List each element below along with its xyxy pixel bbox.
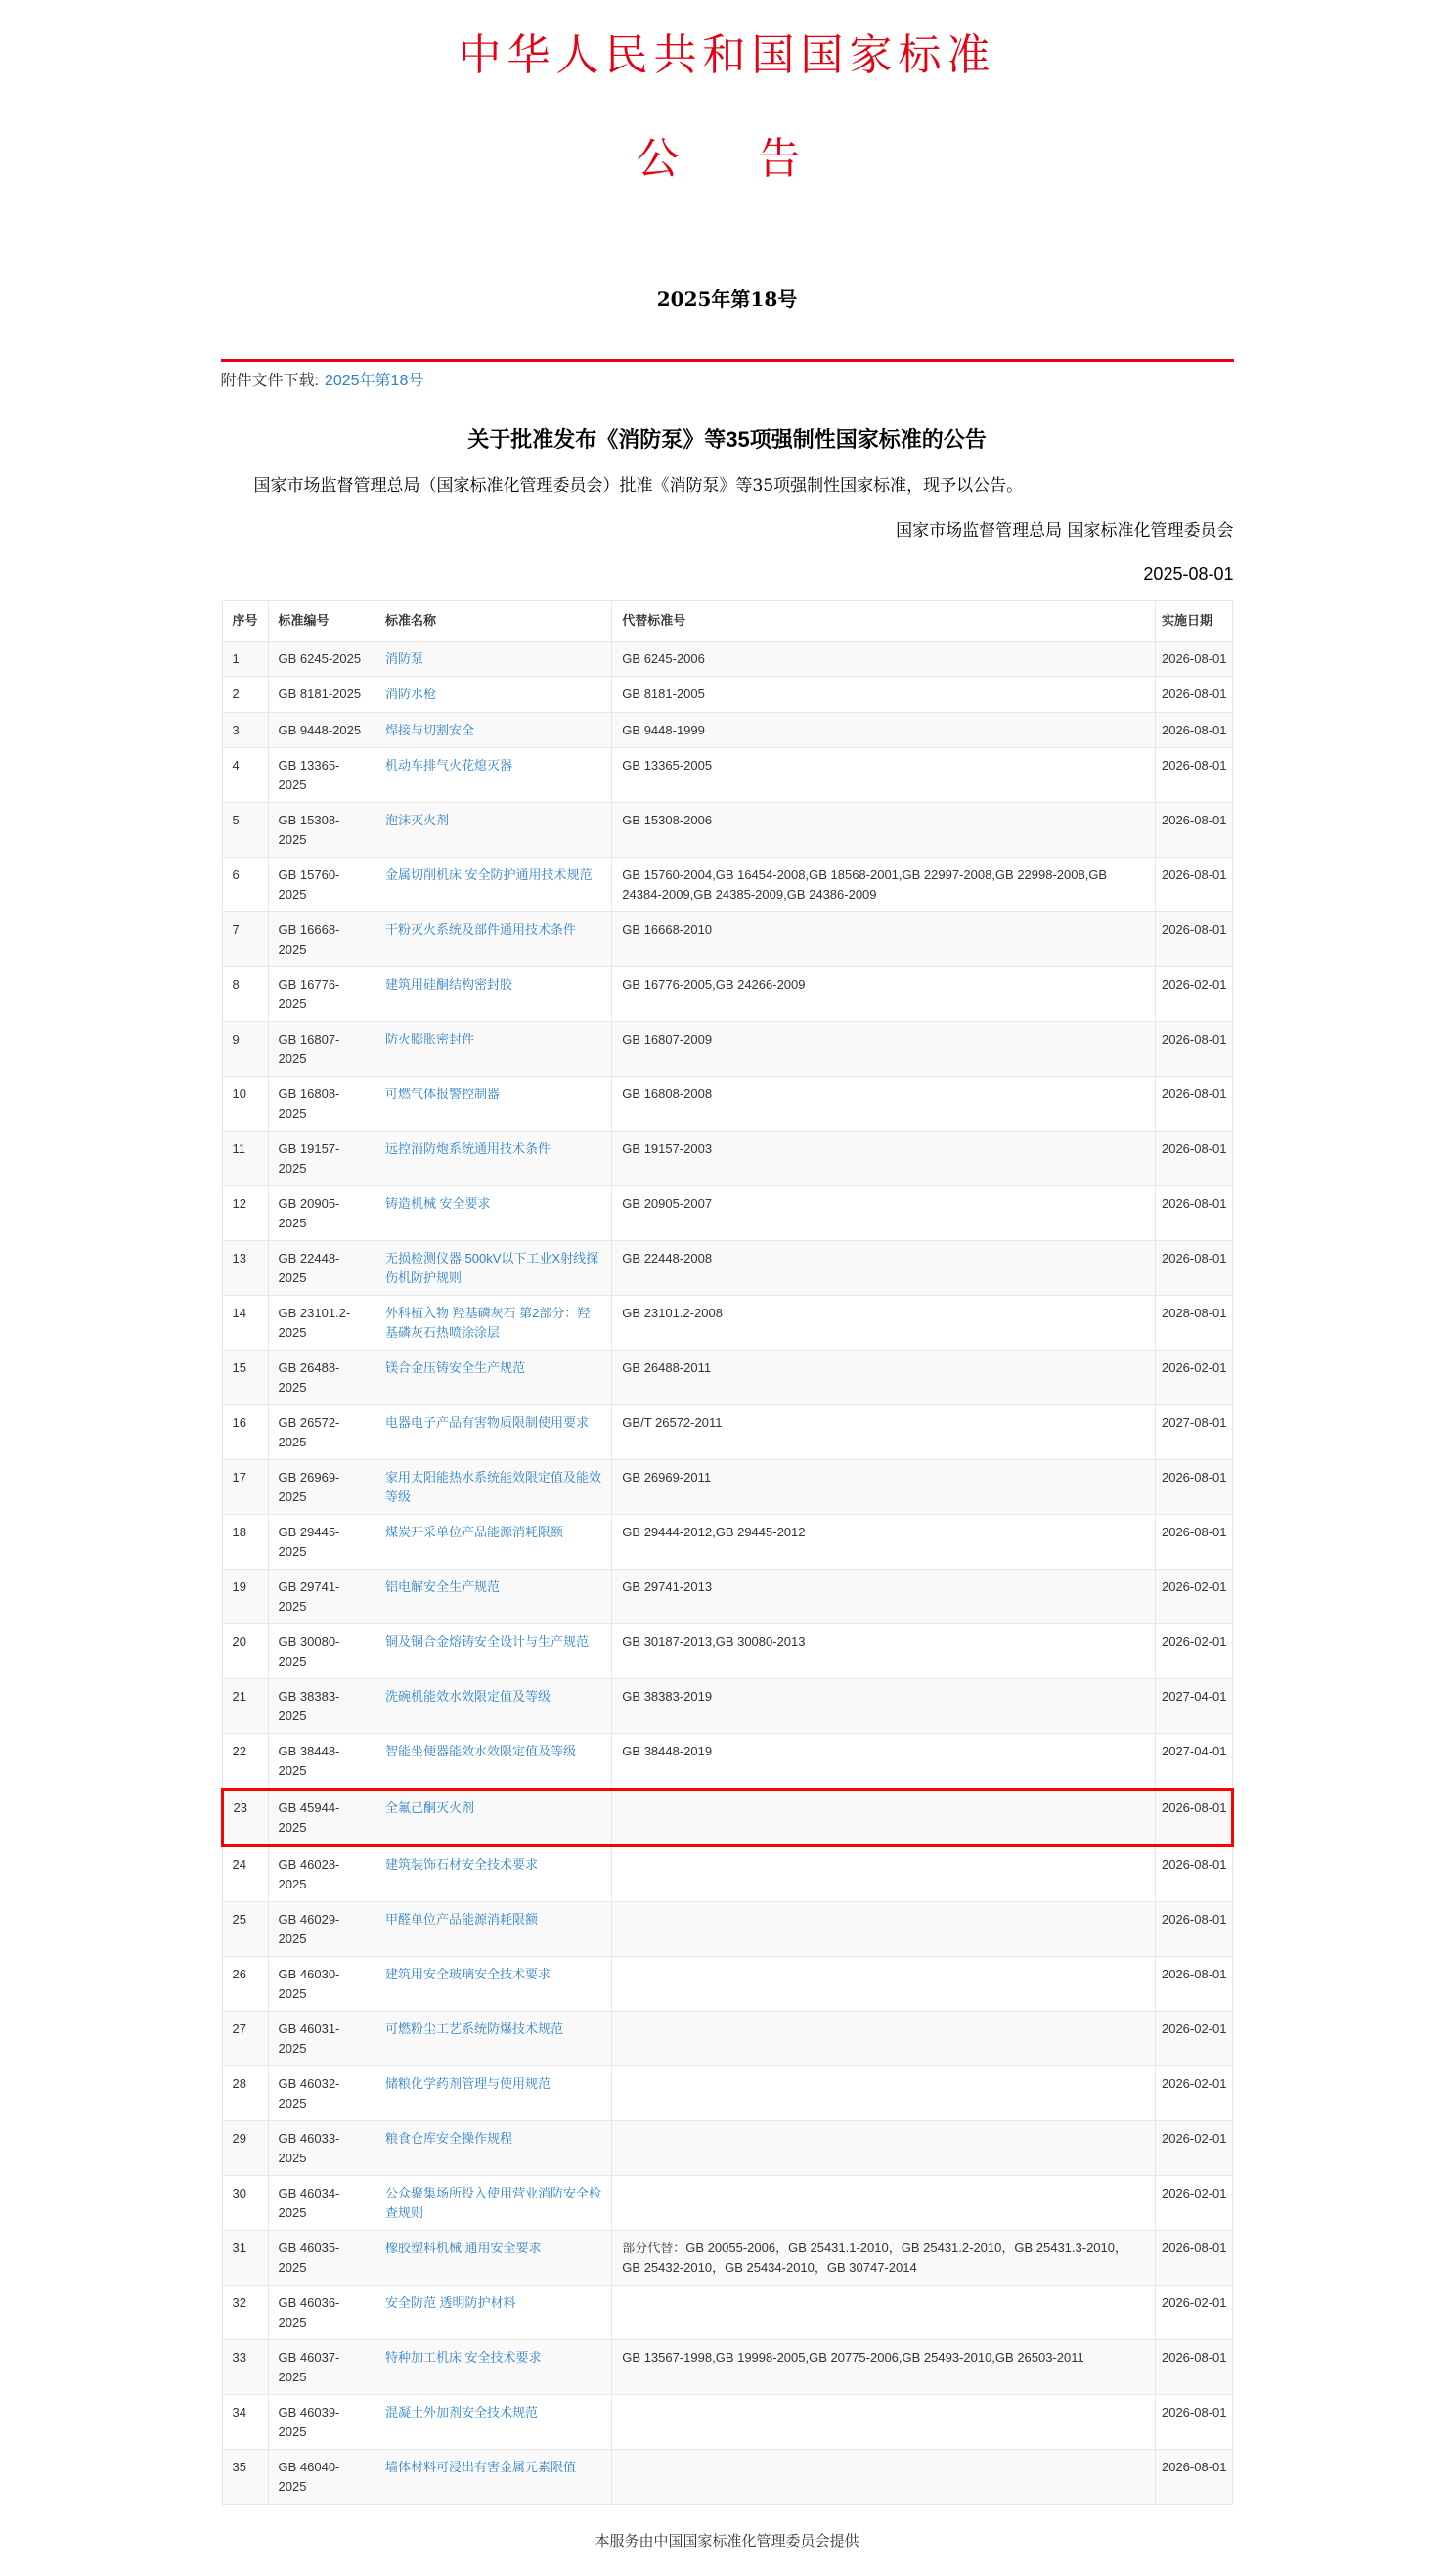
row-number: 3 [222,712,268,748]
implementation-date: 2026-08-01 [1155,1132,1232,1186]
replaced-codes: GB 9448-1999 [612,712,1156,748]
standard-code: GB 29741-2025 [268,1570,375,1624]
standard-name-cell [375,2066,611,2121]
standard-name-cell [375,1679,611,1734]
row-number: 28 [222,2066,268,2121]
table-row [222,1515,1232,1570]
standard-name-link[interactable]: 机动车排气火花熄灭器 [384,758,512,774]
standards-table [221,600,1234,2505]
row-number: 9 [222,1022,268,1077]
table-row [222,967,1232,1022]
standard-code: GB 46036-2025 [268,2286,375,2340]
table-row [222,1296,1232,1351]
row-number: 30 [222,2176,268,2231]
implementation-date: 2026-02-01 [1155,1624,1232,1679]
implementation-date: 2028-08-01 [1155,1296,1232,1351]
standard-name-link[interactable]: 消防泵 [384,650,423,666]
standard-name-link[interactable]: 储粮化学药剂管理与使用规范 [384,2076,551,2092]
replaced-codes: GB 13365-2005 [612,748,1156,803]
implementation-date: 2026-08-01 [1155,748,1232,803]
replaced-codes [612,2395,1156,2450]
row-number: 26 [222,1957,268,2012]
standard-name-link[interactable]: 粮食仓库安全操作规程 [384,2131,512,2147]
table-row [222,2012,1232,2066]
implementation-date: 2026-08-01 [1155,1077,1232,1132]
table-row [222,641,1232,677]
standard-code: GB 16668-2025 [268,912,375,967]
standard-name-cell [375,2231,611,2286]
standard-name-link[interactable]: 甲醛单位产品能源消耗限额 [384,1912,538,1928]
table-row [222,1624,1232,1679]
replaced-codes: GB 29741-2013 [612,1570,1156,1624]
standard-name-link[interactable]: 可燃气体报警控制器 [384,1087,500,1102]
standard-name-cell [375,2450,611,2505]
row-number: 17 [222,1460,268,1515]
row-number: 12 [222,1186,268,1241]
notice-date: 2025-08-01 [1143,564,1234,585]
replaced-codes: GB 16776-2005,GB 24266-2009 [612,967,1156,1022]
issue-number: 2025年第18号 [656,288,798,311]
standard-name-link[interactable]: 建筑用安全玻璃安全技术要求 [384,1967,551,1982]
table-row [222,803,1232,858]
implementation-date: 2026-02-01 [1155,2286,1232,2340]
standard-name-cell [375,1734,611,1790]
table-row [222,2121,1232,2176]
row-number: 4 [222,748,268,803]
standard-name-cell [375,1460,611,1515]
notice-signature: 国家市场监督管理总局 国家标准化管理委员会 [896,521,1234,542]
replaced-codes: GB 15760-2004,GB 16454-2008,GB 18568-2001,GB 22997-2008,GB 22998-2008,GB 24384-2009,GB 24385-2009,GB 24386-2009 [612,858,1156,912]
row-number: 19 [222,1570,268,1624]
standard-code: GB 46030-2025 [268,1957,375,2012]
standard-code: GB 9448-2025 [268,712,375,748]
standard-name-cell [375,2121,611,2176]
attachment-label: 附件文件下载: [220,373,319,389]
standard-name-link[interactable]: 电器电子产品有害物质限制使用要求 [384,1415,589,1431]
replaced-codes [612,2012,1156,2066]
standard-name-cell [375,748,611,803]
implementation-date: 2026-08-01 [1155,2231,1232,2286]
attachment-row [221,362,1234,390]
standard-name-link[interactable]: 墙体材料可浸出有害金属元素限值 [384,2460,576,2475]
replaced-codes: GB 30187-2013,GB 30080-2013 [612,1624,1156,1679]
standard-code: GB 46037-2025 [268,2340,375,2395]
standard-name-cell [375,912,611,967]
standard-name-link[interactable]: 安全防范 透明防护材料 [384,2295,516,2311]
implementation-date: 2026-08-01 [1155,1022,1232,1077]
replaced-codes: GB 29444-2012,GB 29445-2012 [612,1515,1156,1570]
standard-name-link[interactable]: 混凝土外加剂安全技术规范 [384,2405,538,2421]
standard-code: GB 46031-2025 [268,2012,375,2066]
standard-name-link[interactable]: 防火膨胀密封件 [384,1032,474,1047]
row-number: 27 [222,2012,268,2066]
row-number: 8 [222,967,268,1022]
row-number: 5 [222,803,268,858]
standard-name-link[interactable]: 金属切削机床 安全防护通用技术规范 [384,867,593,883]
standard-code: GB 6245-2025 [268,641,375,677]
table-row [222,2340,1232,2395]
implementation-date: 2026-08-01 [1155,1515,1232,1570]
standard-name-link[interactable]: 公众聚集场所投入使用营业消防安全检查规则 [384,2186,601,2220]
standard-name-link[interactable]: 全氟己酮灭火剂 [384,1800,474,1816]
implementation-date: 2026-08-01 [1155,2340,1232,2395]
replaced-codes [612,2450,1156,2505]
standard-name-cell [375,1351,611,1405]
replaced-codes: GB 26969-2011 [612,1460,1156,1515]
table-row [222,1351,1232,1405]
implementation-date: 2026-02-01 [1155,2121,1232,2176]
standard-name-cell [375,1186,611,1241]
row-number: 11 [222,1132,268,1186]
standard-name-cell [375,1077,611,1132]
footer-text: 本服务由中国国家标准化管理委员会提供 [595,2533,859,2551]
row-number: 14 [222,1296,268,1351]
row-number: 29 [222,2121,268,2176]
standard-name-cell [375,641,611,677]
standard-name-link[interactable]: 建筑装饰石材安全技术要求 [384,1857,538,1873]
implementation-date: 2026-08-01 [1155,1186,1232,1241]
implementation-date: 2026-08-01 [1155,858,1232,912]
standard-code: GB 20905-2025 [268,1186,375,1241]
standard-name-link[interactable]: 外科植入物 羟基磷灰石 第2部分：羟基磷灰石热喷涂涂层 [384,1306,591,1340]
table-row [222,2066,1232,2121]
standard-name-cell [375,803,611,858]
standard-code: GB 46039-2025 [268,2395,375,2450]
standard-name-link[interactable]: 干粉灭火系统及部件通用技术条件 [384,922,576,938]
standard-code: GB 19157-2025 [268,1132,375,1186]
implementation-date: 2026-08-01 [1155,2395,1232,2450]
standard-name-link[interactable]: 无损检测仪器 500kV以下工业X射线探伤机防护规则 [384,1251,599,1285]
implementation-date: 2026-08-01 [1155,712,1232,748]
replaced-codes: GB 20905-2007 [612,1186,1156,1241]
standard-code: GB 23101.2-2025 [268,1296,375,1351]
standard-name-link[interactable]: 铜及铜合金熔铸安全设计与生产规范 [384,1634,589,1650]
standard-code: GB 38383-2025 [268,1679,375,1734]
row-number: 6 [222,858,268,912]
implementation-date: 2026-08-01 [1155,1241,1232,1296]
table-row [222,2176,1232,2231]
standard-name-cell [375,1570,611,1624]
row-number: 23 [222,1790,268,1846]
standard-name-link[interactable]: 家用太阳能热水系统能效限定值及能效等级 [384,1470,601,1504]
replaced-codes: GB 38448-2019 [612,1734,1156,1790]
table-row [222,1022,1232,1077]
implementation-date: 2026-08-01 [1155,1957,1232,2012]
row-number: 7 [222,912,268,967]
standard-name-link[interactable]: 智能坐便器能效水效限定值及等级 [384,1744,576,1759]
table-row [222,2450,1232,2505]
replaced-codes: GB 16807-2009 [612,1022,1156,1077]
standard-name-link[interactable]: 可燃粉尘工艺系统防爆技术规范 [384,2021,563,2037]
standard-code: GB 46040-2025 [268,2450,375,2505]
standard-name-cell [375,2340,611,2395]
standard-code: GB 8181-2025 [268,677,375,713]
implementation-date: 2026-08-01 [1155,1460,1232,1515]
standard-code: GB 15760-2025 [268,858,375,912]
table-row [222,1186,1232,1241]
standard-code: GB 45944-2025 [268,1790,375,1846]
notice-body: 国家市场监督管理总局（国家标准化管理委员会）批准《消防泵》等35项强制性国家标准，现予以公告。 [253,476,1024,496]
standard-name-cell [375,2012,611,2066]
standard-code: GB 26969-2025 [268,1460,375,1515]
standard-code: GB 30080-2025 [268,1624,375,1679]
row-number: 21 [222,1679,268,1734]
replaced-codes [612,1790,1156,1846]
table-row [222,1790,1232,1846]
row-number: 24 [222,1846,268,1902]
standard-code: GB 46032-2025 [268,2066,375,2121]
row-number: 20 [222,1624,268,1679]
implementation-date: 2027-08-01 [1155,1405,1232,1460]
implementation-date: 2026-08-01 [1155,1902,1232,1957]
standard-code: GB 46028-2025 [268,1846,375,1902]
table-row [222,1241,1232,1296]
implementation-date: 2026-02-01 [1155,2176,1232,2231]
standard-name-cell [375,1132,611,1186]
standard-code: GB 22448-2025 [268,1241,375,1296]
implementation-date: 2026-08-01 [1155,912,1232,967]
row-number: 22 [222,1734,268,1790]
row-number: 31 [222,2231,268,2286]
table-row [222,1846,1232,1902]
replaced-codes: GB 16668-2010 [612,912,1156,967]
replaced-codes [612,2121,1156,2176]
row-number: 1 [222,641,268,677]
row-number: 16 [222,1405,268,1460]
table-row [222,748,1232,803]
replaced-codes: GB 23101.2-2008 [612,1296,1156,1351]
standard-code: GB 16808-2025 [268,1077,375,1132]
implementation-date: 2026-08-01 [1155,803,1232,858]
implementation-date: 2027-04-01 [1155,1679,1232,1734]
row-number: 15 [222,1351,268,1405]
gazette-subtitle: 公 告 [636,134,818,184]
standard-name-cell [375,1241,611,1296]
standard-name-cell [375,712,611,748]
table-row [222,2286,1232,2340]
standard-name-cell [375,1957,611,2012]
table-row [222,1132,1232,1186]
standard-code: GB 46035-2025 [268,2231,375,2286]
standard-name-link[interactable]: 铸造机械 安全要求 [384,1196,491,1212]
standard-name-cell [375,858,611,912]
replaced-codes: GB 26488-2011 [612,1351,1156,1405]
row-number: 18 [222,1515,268,1570]
table-row [222,677,1232,713]
replaced-codes [612,2066,1156,2121]
standard-code: GB 26488-2025 [268,1351,375,1405]
table-row [222,1679,1232,1734]
standard-code: GB 46034-2025 [268,2176,375,2231]
implementation-date: 2026-08-01 [1155,677,1232,713]
row-number: 25 [222,1902,268,1957]
implementation-date: 2026-02-01 [1155,967,1232,1022]
standard-name-link[interactable]: 洗碗机能效水效限定值及等级 [384,1689,551,1705]
table-row [222,1460,1232,1515]
row-number: 2 [222,677,268,713]
attachment-download-link[interactable]: 2025年第18号 [324,373,424,389]
replaced-codes: GB 19157-2003 [612,1132,1156,1186]
standard-name-link[interactable]: 镁合金压铸安全生产规范 [384,1360,525,1376]
row-number: 13 [222,1241,268,1296]
implementation-date: 2026-08-01 [1155,1790,1232,1846]
standard-code: GB 38448-2025 [268,1734,375,1790]
table-row [222,1570,1232,1624]
standard-code: GB 13365-2025 [268,748,375,803]
standard-name-cell [375,1405,611,1460]
standard-code: GB 29445-2025 [268,1515,375,1570]
replaced-codes: GB/T 26572-2011 [612,1405,1156,1460]
replaced-codes [612,1846,1156,1902]
standard-name-link[interactable]: 消防水枪 [384,687,436,702]
replaced-codes [612,2176,1156,2231]
replaced-codes [612,2286,1156,2340]
standard-code: GB 46029-2025 [268,1902,375,1957]
replaced-codes [612,1957,1156,2012]
row-number: 10 [222,1077,268,1132]
standard-code: GB 46033-2025 [268,2121,375,2176]
standard-name-link[interactable]: 焊接与切割安全 [384,722,474,737]
implementation-date: 2027-04-01 [1155,1734,1232,1790]
replaced-codes: GB 13567-1998,GB 19998-2005,GB 20775-2006,GB 25493-2010,GB 26503-2011 [612,2340,1156,2395]
standard-name-cell [375,1902,611,1957]
standard-name-cell [375,1790,611,1846]
announcement-page [221,0,1234,2551]
standard-name-cell [375,2176,611,2231]
replaced-codes: GB 6245-2006 [612,641,1156,677]
standard-name-cell [375,677,611,713]
replaced-codes: GB 16808-2008 [612,1077,1156,1132]
column-header: 标准名称 [375,601,611,642]
replaced-codes [612,1902,1156,1957]
replaced-codes: GB 8181-2005 [612,677,1156,713]
standard-name-link[interactable]: 铝电解安全生产规范 [384,1579,500,1595]
notice-title: 关于批准发布《消防泵》等35项强制性国家标准的公告 [467,427,987,452]
standard-code: GB 16776-2025 [268,967,375,1022]
replaced-codes: GB 15308-2006 [612,803,1156,858]
standard-name-link[interactable]: 泡沫灭火剂 [384,813,449,828]
standard-name-cell [375,1515,611,1570]
standard-name-cell [375,2286,611,2340]
table-header-row [222,601,1232,642]
standard-name-cell [375,1624,611,1679]
row-number: 35 [222,2450,268,2505]
standard-name-link[interactable]: 特种加工机床 安全技术要求 [384,2350,542,2366]
table-row [222,912,1232,967]
table-row [222,2231,1232,2286]
implementation-date: 2026-02-01 [1155,1351,1232,1405]
table-row [222,712,1232,748]
table-row [222,1077,1232,1132]
standard-name-link[interactable]: 建筑用硅酮结构密封胶 [384,977,512,993]
table-row [222,1957,1232,2012]
table-row [222,1734,1232,1790]
column-header: 标准编号 [268,601,375,642]
implementation-date: 2026-08-01 [1155,641,1232,677]
standard-code: GB 26572-2025 [268,1405,375,1460]
standard-code: GB 15308-2025 [268,803,375,858]
replaced-codes: GB 22448-2008 [612,1241,1156,1296]
standard-name-link[interactable]: 橡胶塑料机械 通用安全要求 [384,2241,542,2256]
implementation-date: 2026-08-01 [1155,2450,1232,2505]
implementation-date: 2026-02-01 [1155,2012,1232,2066]
table-row [222,858,1232,912]
implementation-date: 2026-08-01 [1155,1846,1232,1902]
row-number: 32 [222,2286,268,2340]
implementation-date: 2026-02-01 [1155,1570,1232,1624]
column-header: 实施日期 [1155,601,1232,642]
standard-name-cell [375,2395,611,2450]
standard-name-cell [375,967,611,1022]
column-header: 序号 [222,601,268,642]
replaced-codes: GB 38383-2019 [612,1679,1156,1734]
standard-code: GB 16807-2025 [268,1022,375,1077]
table-row [222,1902,1232,1957]
standard-name-link[interactable]: 远控消防炮系统通用技术条件 [384,1141,551,1157]
standard-name-cell [375,1846,611,1902]
implementation-date: 2026-02-01 [1155,2066,1232,2121]
column-header: 代替标准号 [612,601,1156,642]
standard-name-link[interactable]: 煤炭开采单位产品能源消耗限额 [384,1525,563,1540]
table-row [222,1405,1232,1460]
standard-name-cell [375,1022,611,1077]
gazette-title: 中华人民共和国国家标准 [458,30,996,80]
standard-name-cell [375,1296,611,1351]
table-row [222,2395,1232,2450]
row-number: 33 [222,2340,268,2395]
row-number: 34 [222,2395,268,2450]
replaced-codes: 部分代替：GB 20055-2006，GB 25431.1-2010，GB 25431.2-2010，GB 25431.3-2010，GB 25432-2010，GB 25434-2010，GB 30747-2014 [612,2231,1156,2286]
